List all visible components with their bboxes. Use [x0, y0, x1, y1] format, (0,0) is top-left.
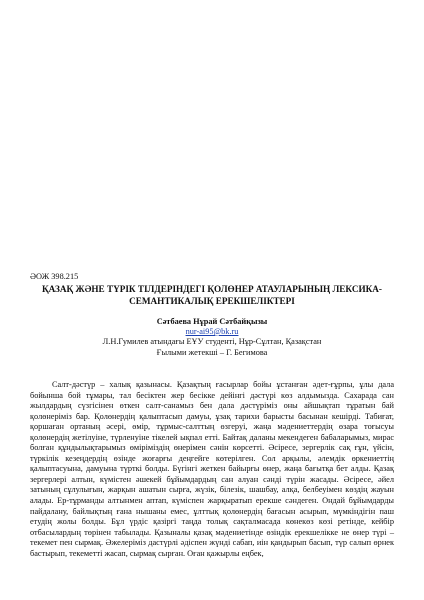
- udc-code: ӘОЖ 398.215: [30, 272, 79, 281]
- author-name: Сәтбаева Нұрай Сәтбайқызы: [156, 317, 268, 326]
- body-paragraph: Салт-дәстүр – халық қазынасы. Қазақтың ғасырлар бойы ұстанған әдет-ғұрпы, ұлы дала бойынша бой тұмары, тал бесіктен жер бесікке дейінгі дәстүрі көз алдымызда. Сахарада сан жылдардың сүзгісінен өткен салт-санамыз бен дала дәстүріміз оны айшықтап тұратын бай қолөнеріміз бар. Қолөнердің қалыптасып дамуы, ұзақ тарихи барысты басынан кешірді. Табиғат, қоршаған ортаның әсері, өмір, тұрмыс-салттың өзгеруі, жаңа мәдениеттердің өзара тоғысуы қолөнердің жетілуіне, түрленуіне тікелей ықпал етті. Байтақ даланы мекендеген бабаларымыз, мирас болған құндылықтарымыз өміріміздің өнерімен сәнін көрсетті. Әсіресе, зергерлік сақ ғұн, үйсін, түркілік кезеңдердің өзінде жоғарғы деңгейге көтерілген. Сол арқылы, әлемдік өркениеттің қалыптасуына, дамуына түрткі болды. Бүгінгі жеткен байырғы өнер, жаңа бағытқа бет алды. Қазақ зергерлері алтын, күмістен әшекей бұйымдардың сан алуан сәнді түрін жасады. Әсіресе, әйел затының сұлулығын, жарқын ашатын сырға, жүзік, білезік, шашбау, алқа, белбеуімен көздің жауын алады. Ер-тұрманды алтынмен аптап, күміспен жарқыратып ерекше сәндеген. Ондай бұйымдарды пайдалану, байлықтың ғана нышаны емес, ұлттық қолөнердің бағасын асырып, мүмкіндігін паш етудің жолы болды. Бұл үрдіс қазіргі таңда толық сақталмасада көнекөз көзі ретінде, кейбір отбасылардың төрінен табылады. Қазыналы қазақ мәдениетінде өзіндік ерекшелікке не өнер түрі – текемет пен сырмақ. Әжелеріміз дастүрлі әдіспен жүнді сабап, иін қандырып басып, түр салып өрнек бастырып, текеметті жасап, сырмақ сырған. Оған қажырлы еңбек,: [30, 380, 394, 558]
- paper-title: ҚАЗАҚ ЖӘНЕ ТҮРІК ТІЛДЕРІНДЕГІ ҚОЛӨНЕР АТАУЛАРЫНЫҢ ЛЕКСИКА-СЕМАНТИКАЛЫҚ ЕРЕКШЕЛІКТЕРІ: [41, 284, 382, 306]
- author-email-link[interactable]: nur-ai95@bk.ru: [185, 327, 239, 336]
- author-affiliation: Л.Н.Гумилев атындағы ЕҰУ студенті, Нұр-Сұлтан, Қазақстан: [102, 337, 322, 346]
- supervisor-line: Ғылыми жетекші – Г. Бегимова: [156, 347, 268, 357]
